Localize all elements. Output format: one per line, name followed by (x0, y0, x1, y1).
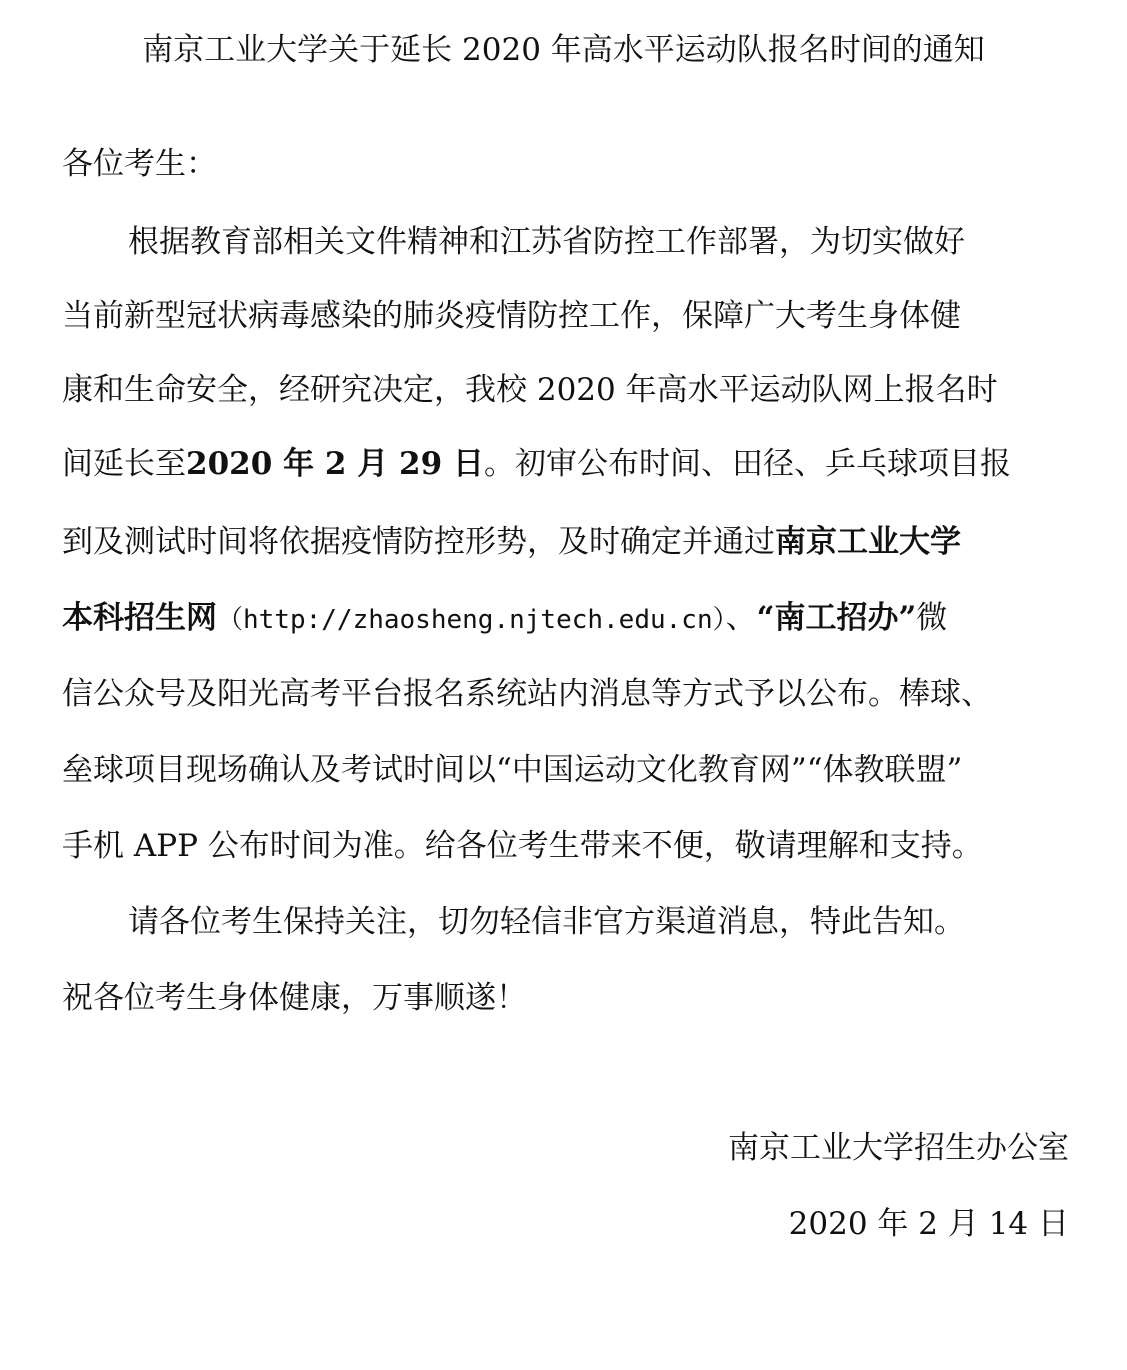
text-segment: 到及测试时间将依据疫情防控形势，及时确定并通过 (62, 524, 775, 560)
text-segment: 间延长至 (62, 446, 186, 482)
paragraph-1-line-4 (62, 438, 1102, 490)
paragraph-2-line-2: 祝各位考生身体健康，万事顺遂！ (62, 980, 527, 1016)
admissions-site-url: （http://zhaosheng.njtech.edu.cn） (217, 605, 726, 635)
university-name-bold: 南京工业大学 (775, 524, 961, 560)
admissions-site-name: 本科招生网 (62, 600, 217, 636)
paragraph-1-line-5 (62, 516, 1102, 568)
paragraph-1-line-9: 手机 APP 公布时间为准。给各位考生带来不便，敬请理解和支持。 (62, 828, 983, 864)
paragraph-1-line-7: 信公众号及阳光高考平台报名系统站内消息等方式予以公布。棒球、 (62, 676, 992, 712)
deadline-date: 2020 年 2 月 29 日 (186, 446, 484, 482)
text-segment: 微 (916, 600, 948, 636)
paragraph-2-line-1: 请各位考生保持关注，切勿轻信非官方渠道消息，特此告知。 (128, 904, 965, 940)
wechat-account-name: “南工招办” (756, 600, 917, 636)
text-segment: 。初审公布时间、田径、乒乓球项目报 (483, 446, 1011, 482)
paragraph-1-line-2: 当前新型冠状病毒感染的肺炎疫情防控工作，保障广大考生身体健 (62, 298, 961, 334)
signature-office: 南京工业大学招生办公室 (728, 1130, 1069, 1166)
signature-date: 2020 年 2 月 14 日 (788, 1206, 1069, 1242)
salutation: 各位考生： (62, 146, 217, 182)
text-segment: 、 (725, 600, 757, 636)
paragraph-1-line-3: 康和生命安全，经研究决定，我校 2020 年高水平运动队网上报名时 (62, 372, 998, 408)
notice-title: 南京工业大学关于延长 2020 年高水平运动队报名时间的通知 (142, 32, 985, 68)
paragraph-1-line-6 (62, 592, 1102, 646)
paragraph-1-line-8: 垒球项目现场确认及考试时间以“中国运动文化教育网”“体教联盟” (62, 752, 963, 788)
paragraph-1-line-1: 根据教育部相关文件精神和江苏省防控工作部署，为切实做好 (128, 224, 965, 260)
